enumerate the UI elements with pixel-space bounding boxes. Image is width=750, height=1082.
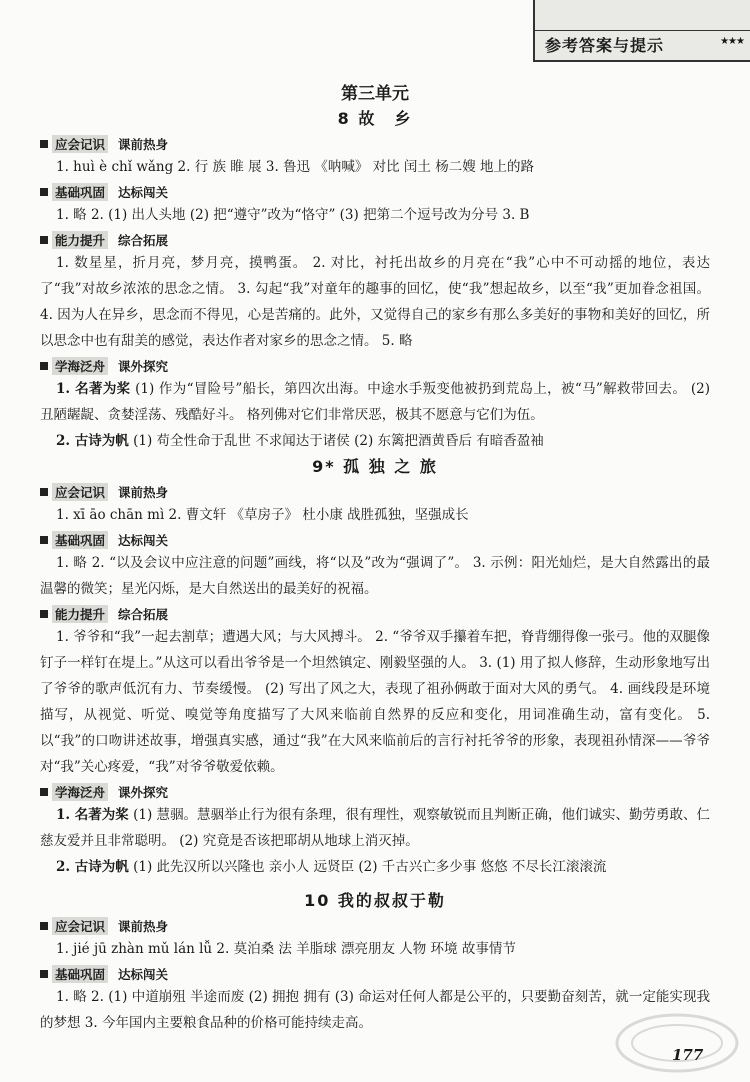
section-header [40, 182, 710, 202]
section-label: 能力提升 [52, 605, 108, 623]
square-bullet-icon [40, 610, 48, 618]
section-header [40, 916, 710, 936]
section-label: 基础巩固 [52, 965, 108, 983]
section-sublabel: 课前热身 [118, 919, 169, 934]
answer-paragraph: 1. 数星星，折月亮，梦月亮，摸鸭蛋。 2. 对比，衬托出故乡的月亮在“我”心中不可动摇的地位，表达了“我”对故乡浓浓的思念之情。 3. 勾起“我”对童年的趣事的回忆，使“我”想起故乡，以至“我”更加眷念祖国。 4. 因为人在异乡，思念而不得见，心是苦痛的。此外，又觉得自己的家乡有那么多美好的事物和美好的回忆，所以思念中也有甜美的感觉，表达作者对家乡的思念之情。 5. 略 [40, 255, 710, 349]
square-bullet-icon [40, 970, 48, 978]
section-label: 应会记识 [52, 135, 108, 153]
section-label: 学海泛舟 [52, 357, 108, 375]
section-header [40, 134, 710, 154]
section-label: 学海泛舟 [52, 783, 108, 801]
item-text: (1) 此先汉所以兴隆也 亲小人 远贤臣 (2) 千古兴亡多少事 悠悠 不尽长江滚滚流 [128, 859, 607, 875]
answer-paragraph [40, 802, 710, 854]
section-header [40, 964, 710, 984]
answer-paragraph: 1. 略 2. (1) 出人头地 (2) 把“遵守”改为“恪守” (3) 把第二个逗号改为分号 3. B [56, 207, 530, 223]
lesson-9-title: 9* 孤 独 之 旅 [312, 457, 438, 476]
answer-paragraph: 1. 略 2. “以及会议中应注意的问题”画线，将“以及”改为“强调了”。 3. 示例：阳光灿烂，是大自然露出的最温馨的微笑；星光闪烁，是大自然送出的最美好的祝福。 [40, 555, 710, 597]
square-bullet-icon [40, 922, 48, 930]
section-sublabel: 课前热身 [118, 485, 169, 500]
section-sublabel: 综合拓展 [118, 607, 169, 622]
square-bullet-icon [40, 536, 48, 544]
answer-paragraph: 1. 略 2. (1) 中道崩殂 半途而废 (2) 拥抱 拥有 (3) 命运对任何人都是公平的，只要勤奋刻苦，就一定能实现我的梦想 3. 今年国内主要粮食品种的价格可能持续走高。 [40, 989, 710, 1031]
lesson-8-title: 8 故 乡 [337, 109, 413, 128]
item-text: (1) 作为“冒险号”船长，第四次出海。中途水手叛变他被扔到荒岛上，被“马”解救带回去。 (2) 丑陋龌龊、贪婪淫荡、残酷好斗。 格列佛对它们非常厌恶，极其不愿意与它们为伍。 [40, 381, 710, 423]
section-header [40, 530, 710, 550]
header-tab [533, 0, 750, 62]
section-sublabel: 达标闯关 [118, 185, 169, 200]
section-label: 应会记识 [52, 917, 108, 935]
answer-paragraph [40, 854, 710, 880]
section-header [40, 782, 710, 802]
section-label: 基础巩固 [52, 531, 108, 549]
section-label: 基础巩固 [52, 183, 108, 201]
section-sublabel: 综合拓展 [118, 233, 169, 248]
answer-paragraph [40, 428, 710, 454]
section-label: 应会记识 [52, 483, 108, 501]
section-header [40, 604, 710, 624]
square-bullet-icon [40, 188, 48, 196]
section-header [40, 482, 710, 502]
section-sublabel: 达标闯关 [118, 533, 169, 548]
section-header [40, 356, 710, 376]
item-label: 2. 古诗为帆 [56, 433, 129, 449]
answer-paragraph [40, 376, 710, 428]
square-bullet-icon [40, 140, 48, 148]
watermark-logo [612, 1010, 742, 1076]
lesson-10-title: 10 我的叔叔于勒 [304, 891, 446, 910]
square-bullet-icon [40, 788, 48, 796]
header-title: 参考答案与提示 [545, 36, 665, 55]
section-header [40, 230, 710, 250]
square-bullet-icon [40, 488, 48, 496]
difficulty-stars: ★★★ [720, 36, 744, 47]
section-sublabel: 课外探究 [118, 359, 169, 374]
answer-paragraph: 1. xī āo chān mì 2. 曹文轩 《草房子》 杜小康 战胜孤独，坚强成长 [56, 507, 469, 523]
header-divider [535, 30, 750, 31]
item-text: (1) 慧骃。慧骃举止行为很有条理，很有理性，观察敏锐而且判断正确，他们诚实、勤劳勇敢、仁慈友爱并且非常聪明。 (2) 究竟是否该把耶胡从地球上消灭掉。 [40, 807, 711, 849]
item-text: (1) 苟全性命于乱世 不求闻达于诸侯 (2) 东篱把酒黄昏后 有暗香盈袖 [128, 433, 544, 449]
section-sublabel: 达标闯关 [118, 967, 169, 982]
answer-content [40, 82, 710, 1036]
item-label: 2. 古诗为帆 [56, 859, 129, 875]
page-number: 177 [672, 1046, 704, 1064]
answer-paragraph: 1. 爷爷和“我”一起去割草；遭遇大风；与大风搏斗。 2. “爷爷双手攥着车把，脊背绷得像一张弓。他的双腿像钉子一样钉在堤上。”从这可以看出爷爷是一个坦然镇定、刚毅坚强的人。 3. (1) 用了拟人修辞，生动形象地写出了爷爷的歌声低沉有力、节奏缓慢。 (2) 写出了风之大，表现了祖孙俩敢于面对大风的勇气。 4. 画线段是环境描写，从视觉、听觉、嗅觉等角度描写了大风来临前自然界的反应和变化，用词准确生动，富有变化。 5. 以“我”的口吻讲述故事，增强真实感，通过“我”在大风来临前后的言行衬托爷爷的形象，表现祖孙情深——爷爷对“我”关心疼爱，“我”对爷爷敬爱依赖。 [40, 629, 710, 775]
unit-title: 第三单元 [341, 84, 409, 104]
section-label: 能力提升 [52, 231, 108, 249]
section-sublabel: 课前热身 [118, 137, 169, 152]
answer-paragraph: 1. huì è chǐ wǎng 2. 行 族 睢 展 3. 鲁迅 《呐喊》 对比 闰土 杨二嫂 地上的路 [56, 159, 535, 175]
section-sublabel: 课外探究 [118, 785, 169, 800]
square-bullet-icon [40, 362, 48, 370]
item-label: 1. 名著为桨 [56, 807, 129, 823]
item-label: 1. 名著为桨 [56, 381, 131, 397]
square-bullet-icon [40, 236, 48, 244]
answer-paragraph: 1. jié jū zhàn mǔ lán lǚ 2. 莫泊桑 法 羊脂球 漂亮朋友 人物 环境 故事情节 [56, 941, 516, 957]
